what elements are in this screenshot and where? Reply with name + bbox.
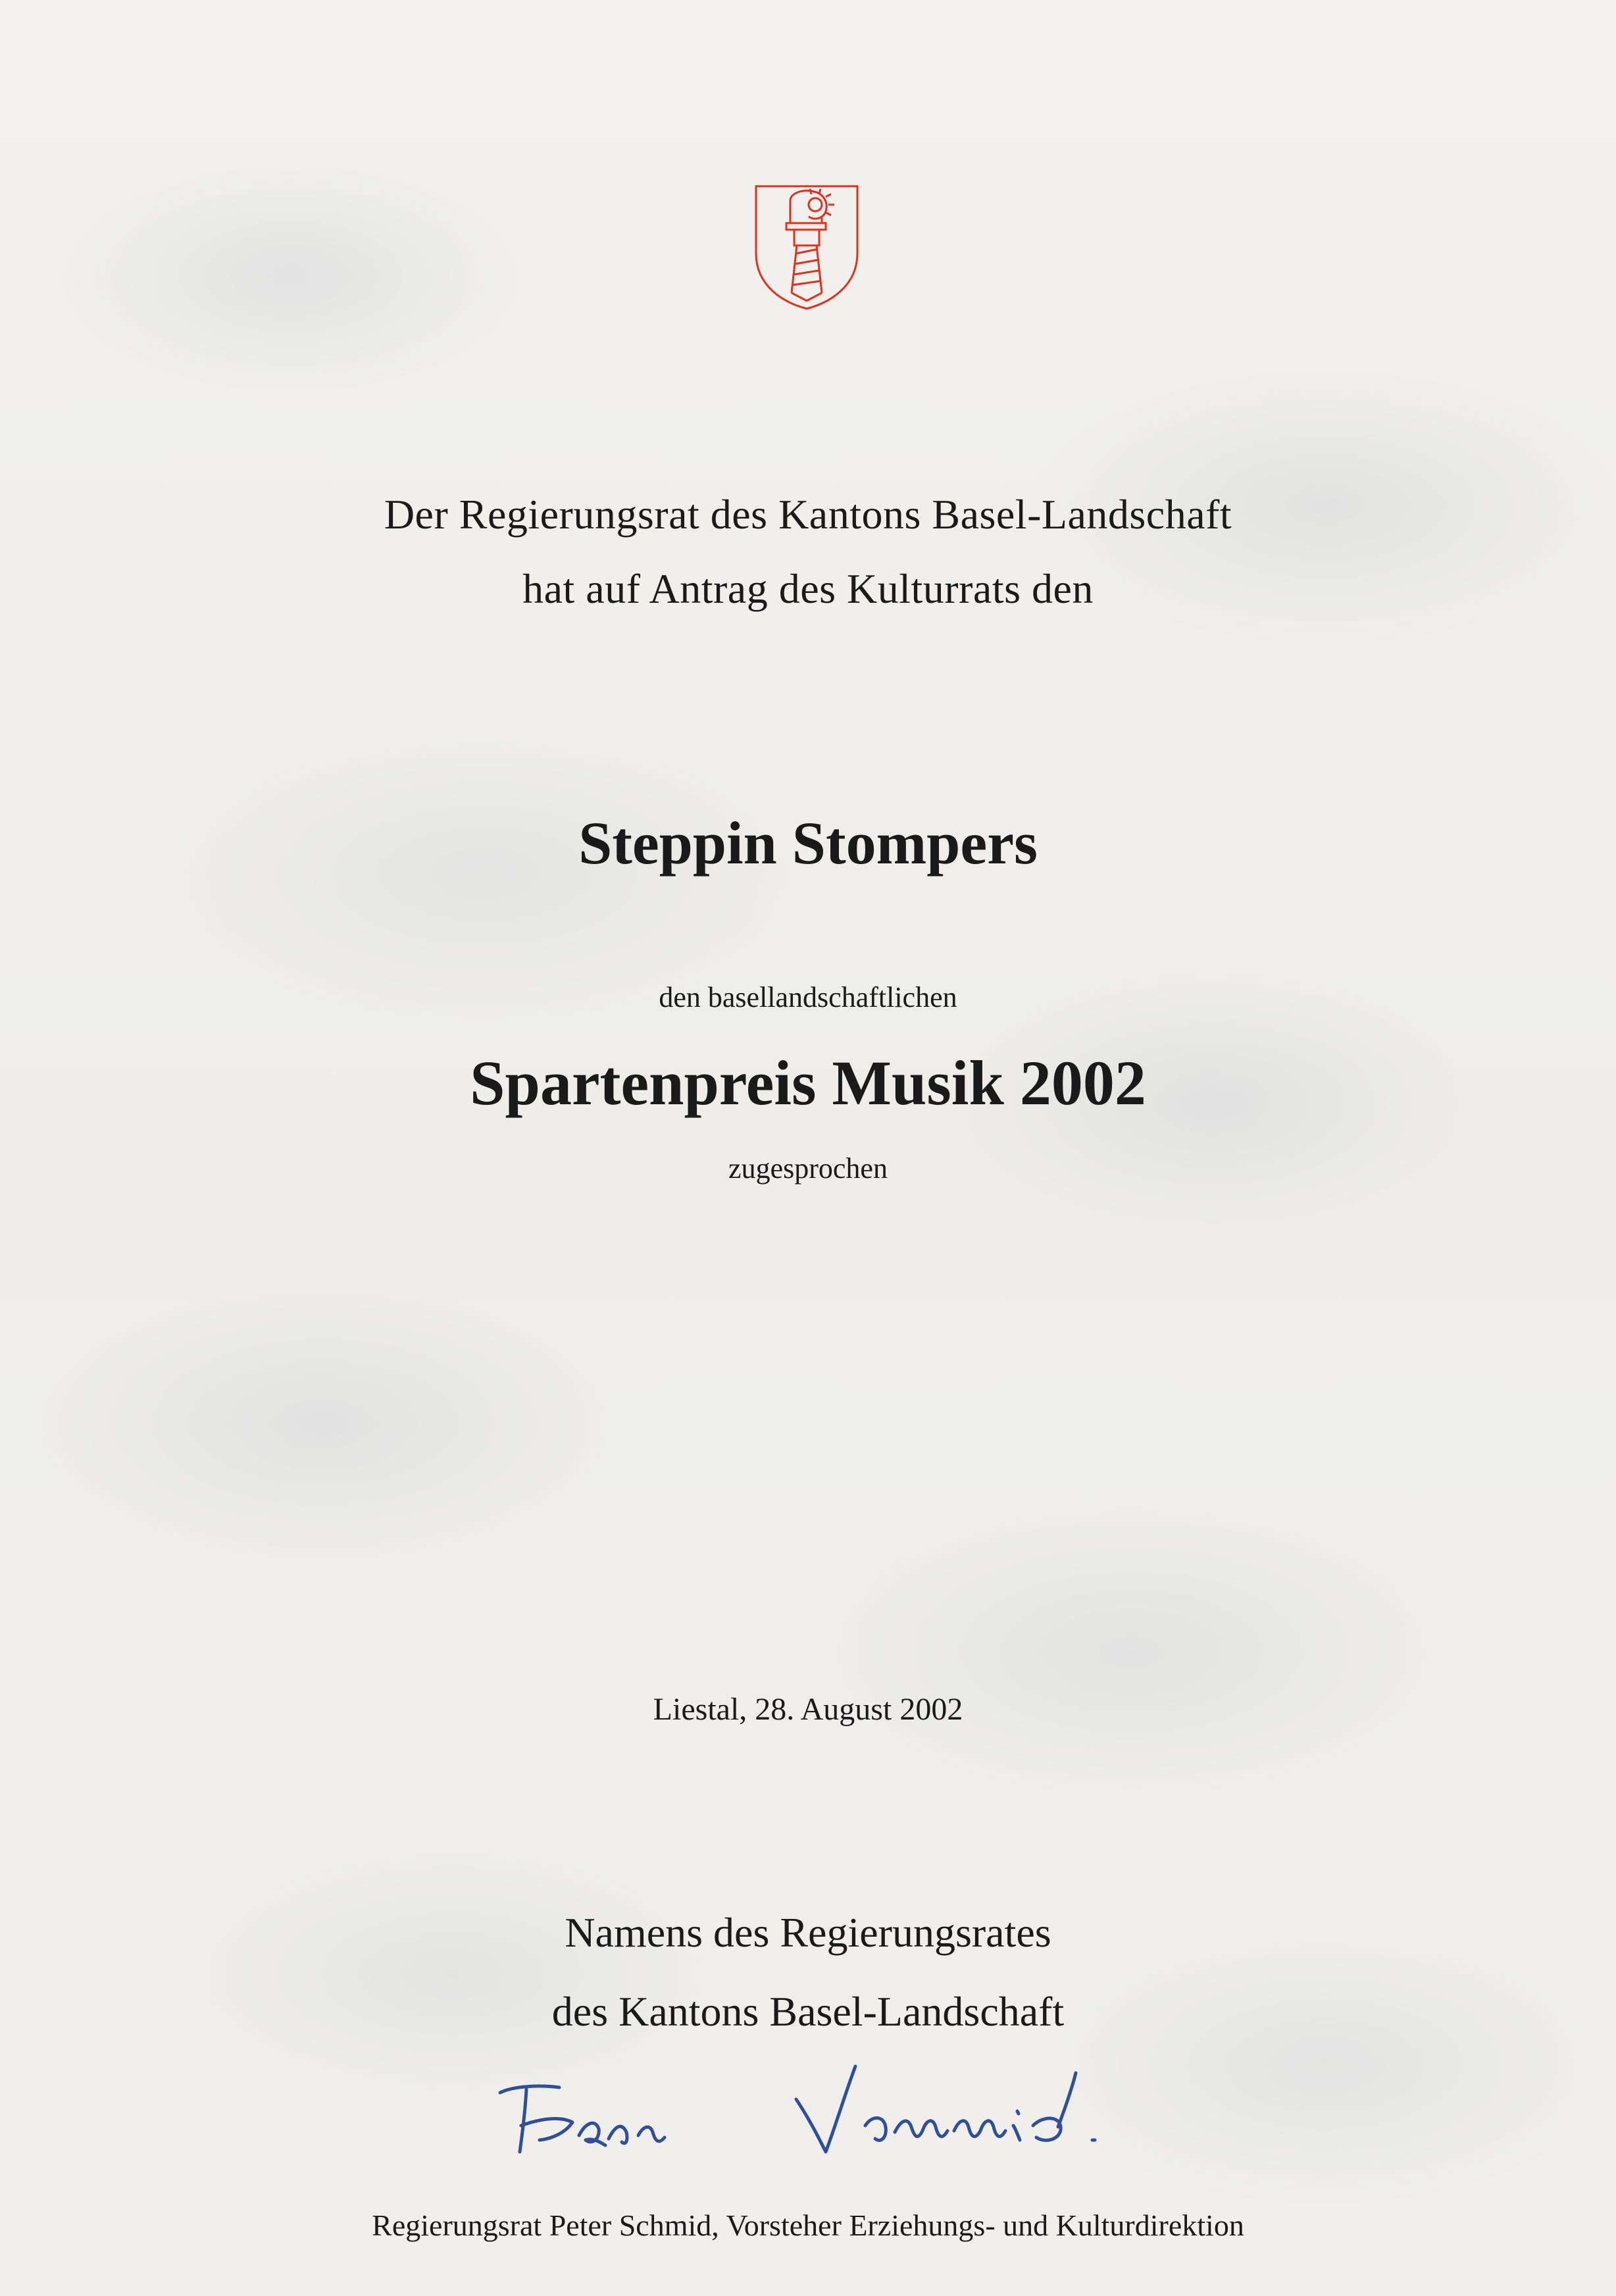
basel-landschaft-crest-icon	[751, 181, 863, 313]
signatory-caption: Regierungsrat Peter Schmid, Vorsteher Erziehungs- und Kulturdirektion	[372, 2208, 1244, 2242]
intro-line-2: hat auf Antrag des Kulturrats den	[522, 565, 1094, 612]
place-date: Liestal, 28. August 2002	[653, 1692, 963, 1727]
award-title: Spartenpreis Musik 2002	[470, 1048, 1146, 1118]
behalf-line-1: Namens des Regierungsrates	[565, 1909, 1051, 1956]
award-preface: den basellandschaftlichen	[659, 981, 957, 1013]
behalf-line-2: des Kantons Basel-Landschaft	[551, 1988, 1065, 2035]
intro-line-1: Der Regierungsrat des Kantons Basel-Landschaft	[384, 491, 1232, 538]
handwritten-signature-icon	[487, 2053, 1224, 2172]
recipient-name: Steppin Stompers	[578, 809, 1038, 877]
award-postscript: zugesprochen	[728, 1152, 888, 1185]
